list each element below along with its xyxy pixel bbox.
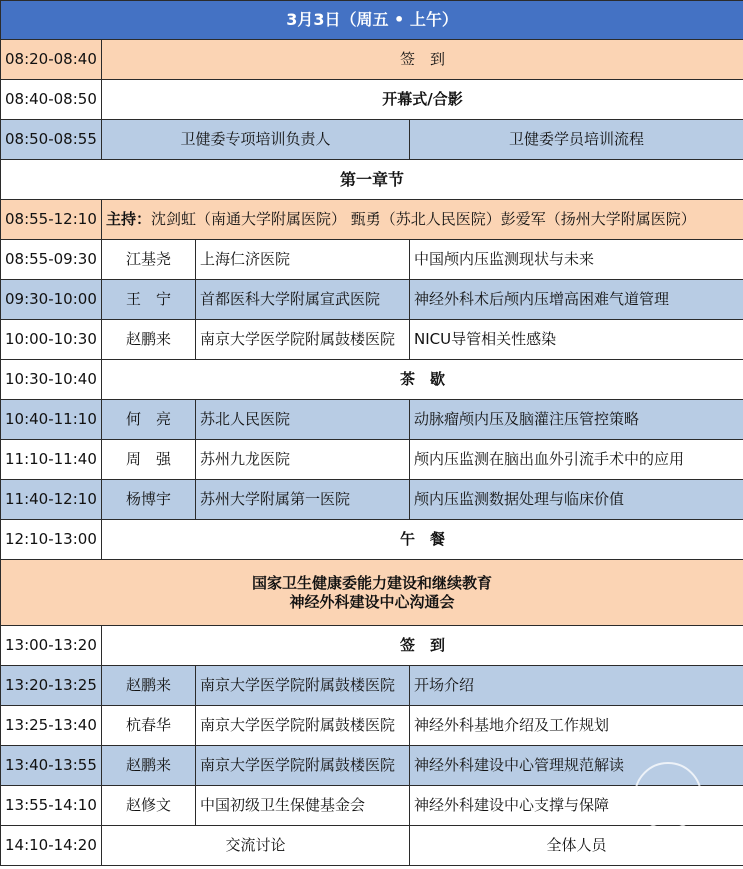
speaker-cell: 杨博宇 [102,480,196,520]
topic-cell: 神经外科基地介绍及工作规划 [410,706,743,746]
session-row [1,40,743,80]
host-cell [102,200,743,240]
time-cell: 13:20-13:25 [1,666,102,706]
topic-cell: 中国颅内压监测现状与未来 [410,240,743,280]
time-cell: 10:40-11:10 [1,400,102,440]
item-cell: 全体人员 [410,826,743,866]
topic-cell: 颅内压监测数据处理与临床价值 [410,480,743,520]
speaker-cell: 赵鹏来 [102,666,196,706]
speaker-cell: 赵鹏来 [102,746,196,786]
hospital-cell: 中国初级卫生保健基金会 [196,786,410,826]
hospital-cell: 南京大学医学院附属鼓楼医院 [196,666,410,706]
hospital-cell: 南京大学医学院附属鼓楼医院 [196,746,410,786]
session-row [1,826,743,866]
speaker-cell: 王 宁 [102,280,196,320]
topic-cell: 神经外科建设中心支撑与保障 [410,786,743,826]
host-label: 主持： [106,210,152,229]
event-cell: 午 餐 [102,520,743,560]
hospital-cell: 南京大学医学院附属鼓楼医院 [196,706,410,746]
time-cell: 13:00-13:20 [1,626,102,666]
hospital-cell: 首都医科大学附属宣武医院 [196,280,410,320]
time-cell: 11:40-12:10 [1,480,102,520]
time-cell: 10:00-10:30 [1,320,102,360]
time-cell: 08:55-12:10 [1,200,102,240]
host-names: 沈剑虹（南通大学附属医院） 甄勇（苏北人民医院）彭爱军（扬州大学附属医院） [151,210,696,229]
speaker-cell: 赵修文 [102,786,196,826]
chapter-title: 第一章节 [1,160,743,200]
time-cell: 09:30-10:00 [1,280,102,320]
time-cell: 08:20-08:40 [1,40,102,80]
talk-row [1,280,743,320]
talk-row [1,666,743,706]
talk-row [1,786,743,826]
session-row [1,80,743,120]
time-cell: 14:10-14:20 [1,826,102,866]
topic-cell: 动脉瘤颅内压及脑灌注压管控策略 [410,400,743,440]
speaker-cell: 周 强 [102,440,196,480]
hospital-cell: 苏北人民医院 [196,400,410,440]
time-cell: 08:50-08:55 [1,120,102,160]
talk-row [1,746,743,786]
session-row [1,520,743,560]
event-cell: 签 到 [102,626,743,666]
time-cell: 13:25-13:40 [1,706,102,746]
time-cell: 11:10-11:40 [1,440,102,480]
topic-cell: 神经外科建设中心管理规范解读 [410,746,743,786]
topic-cell: 颅内压监测在脑出血外引流手术中的应用 [410,440,743,480]
speaker-cell: 赵鹏来 [102,320,196,360]
talk-row [1,320,743,360]
item-cell: 卫健委专项培训负责人 [102,120,410,160]
meeting-title-line2: 神经外科建设中心沟通会 [289,592,455,611]
time-cell: 13:40-13:55 [1,746,102,786]
time-cell: 12:10-13:00 [1,520,102,560]
event-cell: 开幕式/合影 [102,80,743,120]
session-row [1,360,743,400]
talk-row [1,706,743,746]
talk-row [1,480,743,520]
talk-row [1,240,743,280]
session-row [1,626,743,666]
time-cell: 08:55-09:30 [1,240,102,280]
time-cell: 10:30-10:40 [1,360,102,400]
meeting-title-cell [1,560,743,626]
item-cell: 卫健委学员培训流程 [410,120,743,160]
schedule-title: 3月3日（周五 • 上午） [1,1,743,40]
topic-cell: 开场介绍 [410,666,743,706]
hospital-cell: 苏州大学附属第一医院 [196,480,410,520]
hospital-cell: 苏州九龙医院 [196,440,410,480]
speaker-cell: 江基尧 [102,240,196,280]
event-cell: 签 到 [102,40,743,80]
meeting-title-line1: 国家卫生健康委能力建设和继续教育 [252,573,493,592]
talk-row [1,400,743,440]
chapter-row [1,160,743,200]
host-row [1,200,743,240]
topic-cell: 神经外科术后颅内压增高困难气道管理 [410,280,743,320]
time-cell: 08:40-08:50 [1,80,102,120]
meeting-title-row [1,560,743,626]
item-cell: 交流讨论 [102,826,410,866]
schedule-header-row [1,1,743,40]
time-cell: 13:55-14:10 [1,786,102,826]
speaker-cell: 何 亮 [102,400,196,440]
hospital-cell: 上海仁济医院 [196,240,410,280]
speaker-cell: 杭春华 [102,706,196,746]
hospital-cell: 南京大学医学院附属鼓楼医院 [196,320,410,360]
topic-cell: NICU导管相关性感染 [410,320,743,360]
event-cell: 茶 歇 [102,360,743,400]
talk-row [1,440,743,480]
session-row [1,120,743,160]
